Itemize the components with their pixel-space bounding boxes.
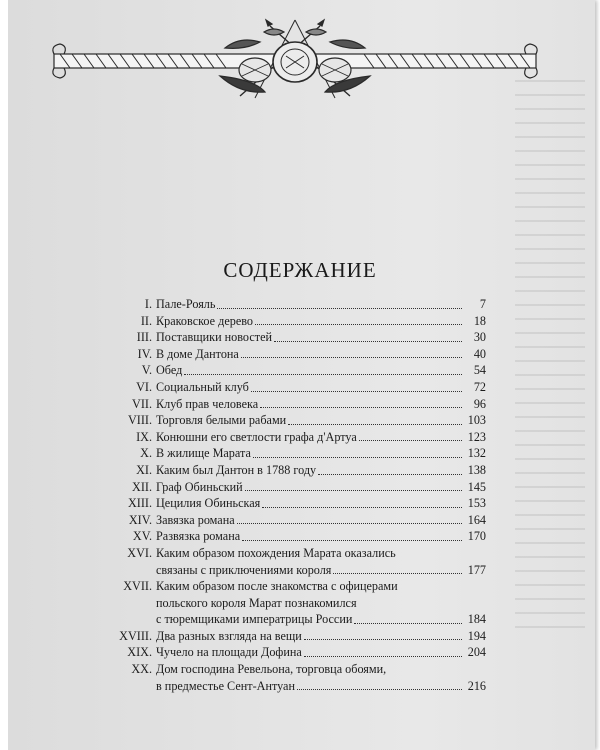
page-number: 216 <box>467 678 486 693</box>
page-number: 123 <box>467 429 486 444</box>
chapter-title: Развязка романа <box>156 529 241 544</box>
page-number: 145 <box>467 479 486 494</box>
table-of-contents <box>94 296 486 694</box>
page-edge <box>0 0 8 750</box>
toc-entry <box>94 429 486 446</box>
chapter-number: X. <box>140 446 152 461</box>
toc-entry <box>94 661 486 694</box>
chapter-title: Два разных взгляда на вещи <box>156 628 302 643</box>
toc-entry <box>94 479 486 496</box>
dot-leader <box>262 506 462 508</box>
toc-entry <box>94 578 486 628</box>
dot-leader <box>304 655 462 657</box>
toc-entry <box>94 545 486 578</box>
chapter-title: Конюшни его светлости графа д'Артуа <box>156 429 357 444</box>
chapter-number: IX. <box>136 429 152 444</box>
chapter-title: Краковское дерево <box>156 313 253 328</box>
chapter-title: с тюремщиками императрицы России <box>156 612 353 627</box>
dot-leader <box>359 439 462 441</box>
dot-leader <box>184 373 462 375</box>
page-number: 177 <box>467 562 486 577</box>
dot-leader <box>253 456 462 458</box>
toc-entry <box>94 628 486 645</box>
chapter-number: XVII. <box>123 579 152 594</box>
chapter-number: XIV. <box>128 512 152 527</box>
toc-entry <box>94 445 486 462</box>
header-ornament <box>50 18 540 108</box>
toc-entry <box>94 412 486 429</box>
page-number: 18 <box>473 313 486 328</box>
chapter-title: Завязка романа <box>156 512 235 527</box>
chapter-number: I. <box>144 297 152 311</box>
page-number: 40 <box>473 346 486 361</box>
page-number: 138 <box>467 462 486 477</box>
toc-entry <box>94 528 486 545</box>
dot-leader <box>242 539 462 541</box>
chapter-number: VI. <box>136 379 152 394</box>
page-number: 204 <box>467 645 486 660</box>
chapter-title: Торговля белыми рабами <box>156 413 287 428</box>
chapter-number: IV. <box>137 346 152 361</box>
toc-entry <box>94 329 486 346</box>
chapter-title: В жилище Марата <box>156 446 251 461</box>
page-number: 96 <box>473 396 486 411</box>
dot-leader <box>288 423 462 425</box>
chapter-number: III. <box>136 330 152 345</box>
chapter-title: Обед <box>156 363 183 378</box>
toc-entry <box>94 462 486 479</box>
toc-entry <box>94 396 486 413</box>
dot-leader <box>354 622 462 624</box>
page-number: 194 <box>467 628 486 643</box>
dot-leader <box>245 489 462 491</box>
chapter-number: XVI. <box>127 545 152 560</box>
chapter-title: Дом господина Ревельона, торговца обоями, <box>156 662 387 677</box>
chapter-title: Цецилия Обиньская <box>156 496 261 511</box>
toc-entry <box>94 313 486 330</box>
dot-leader <box>251 390 462 392</box>
dot-leader <box>241 356 462 358</box>
chapter-number: XII. <box>132 479 152 494</box>
chapter-number: II. <box>140 313 152 328</box>
chapter-title: в предместье Сент-Антуан <box>156 678 295 693</box>
chapter-title: польского короля Марат познакомился <box>156 595 357 610</box>
toc-heading: СОДЕРЖАНИЕ <box>223 258 377 282</box>
chapter-title: Поставщики новостей <box>156 330 272 345</box>
chapter-title: Каким образом похождения Марата оказались <box>156 545 396 560</box>
page-number: 7 <box>479 297 486 311</box>
toc-entry <box>94 296 486 313</box>
chapter-number: XVIII. <box>119 628 152 643</box>
toc-entry <box>94 495 486 512</box>
page-number: 30 <box>473 330 486 345</box>
toc-entry <box>94 644 486 661</box>
chapter-title: Чучело на площади Дофина <box>156 645 302 660</box>
page-number: 153 <box>467 496 486 511</box>
chapter-number: XIII. <box>127 496 152 511</box>
chapter-number: VIII. <box>127 413 152 428</box>
page-number: 170 <box>467 529 486 544</box>
dot-leader <box>217 307 462 309</box>
toc-entry <box>94 379 486 396</box>
dot-leader <box>255 323 462 325</box>
chapter-number: VII. <box>132 396 152 411</box>
dot-leader <box>260 406 462 408</box>
chapter-number: XX. <box>131 662 152 677</box>
chapter-number: V. <box>141 363 152 378</box>
dot-leader <box>237 522 462 524</box>
page-number: 164 <box>467 512 486 527</box>
toc-entry <box>94 346 486 363</box>
dot-leader <box>297 688 462 690</box>
page-number: 54 <box>473 363 486 378</box>
chapter-number: XV. <box>132 529 152 544</box>
chapter-title: Социальный клуб <box>156 379 249 394</box>
show-through-text <box>515 80 585 640</box>
dot-leader <box>318 473 462 475</box>
page-number: 103 <box>467 413 486 428</box>
chapter-title: Каким был Дантон в 1788 году <box>156 462 317 477</box>
chapter-title: Граф Обиньский <box>156 479 243 494</box>
chapter-title: Пале-Рояль <box>156 297 216 311</box>
chapter-title: связаны с приключениями короля <box>156 562 332 577</box>
page-number: 132 <box>467 446 486 461</box>
chapter-title: В доме Дантона <box>156 346 239 361</box>
dot-leader <box>304 638 462 640</box>
chapter-number: XIX. <box>127 645 152 660</box>
dot-leader <box>274 340 462 342</box>
page-number: 72 <box>473 379 486 394</box>
dot-leader <box>333 572 462 574</box>
chapter-title: Клуб прав человека <box>156 396 259 411</box>
chapter-number: XI. <box>136 462 152 477</box>
toc-entry <box>94 362 486 379</box>
chapter-title: Каким образом после знакомства с офицерами <box>156 579 398 594</box>
toc-entry <box>94 512 486 529</box>
page-number: 184 <box>467 612 486 627</box>
